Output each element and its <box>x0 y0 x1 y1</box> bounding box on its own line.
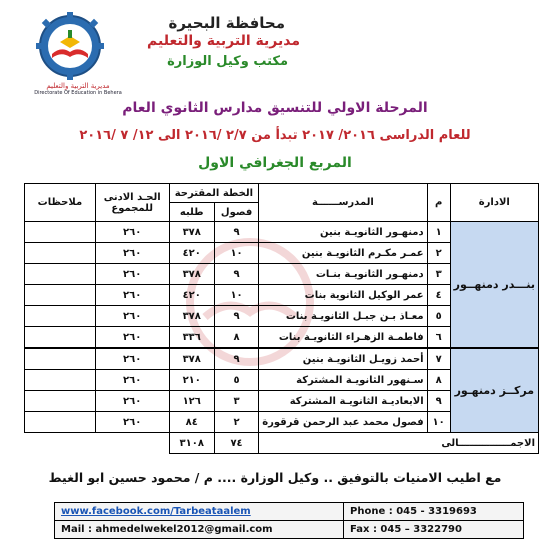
row-school: فاطمـة الزهـراء الثانويـة بنات <box>259 327 427 349</box>
row-notes <box>25 243 96 264</box>
row-min: ٢٦٠ <box>95 391 169 412</box>
header-admin: الادارة <box>450 184 538 222</box>
fax-number: Fax : 045 – 3322790 <box>344 521 524 539</box>
logo-text-ar: مديرية التربية والتعليم <box>46 82 110 90</box>
row-min: ٢٦٠ <box>95 412 169 433</box>
row-num: ٤ <box>427 285 450 306</box>
row-students: ١٢٦ <box>169 391 214 412</box>
row-classes: ٣ <box>214 391 258 412</box>
row-classes: ٩ <box>214 348 258 370</box>
row-notes <box>25 306 96 327</box>
total-label: الاجمـــــــــــــــالى <box>259 433 539 454</box>
row-num: ٩ <box>427 391 450 412</box>
row-school: دمنهـور الثانويـة بنين <box>259 222 427 243</box>
signature-line: مع اطيب الامنيات بالتوفيق .. وكيل الوزارة .... م / محمود حسين ابو الغيط <box>48 470 502 485</box>
row-min: ٢٦٠ <box>95 285 169 306</box>
total-classes: ٧٤ <box>214 433 258 454</box>
header-plan: الخطة المقترحة <box>169 184 259 203</box>
row-students: ٣٧٨ <box>169 306 214 327</box>
row-classes: ١٠ <box>214 285 258 306</box>
row-classes: ٩ <box>214 264 258 285</box>
header-notes: ملاحظات <box>25 184 96 222</box>
phone-number: Phone : 045 - 3319693 <box>344 503 524 521</box>
row-students: ٤٢٠ <box>169 285 214 306</box>
row-classes: ٩ <box>214 306 258 327</box>
facebook-link[interactable] <box>55 503 344 521</box>
row-min: ٢٦٠ <box>95 243 169 264</box>
row-students: ٣٧٨ <box>169 348 214 370</box>
header-min: الحـد الادنى للمجموع <box>95 184 169 222</box>
row-school: أحمد زويـل الثانويـة بنين <box>259 348 427 370</box>
contact-table <box>54 502 524 539</box>
row-notes <box>25 348 96 370</box>
row-classes: ١٠ <box>214 243 258 264</box>
header-school: المدرســــــة <box>259 184 427 222</box>
row-notes <box>25 370 96 391</box>
total-empty <box>95 433 169 454</box>
row-min: ٢٦٠ <box>95 264 169 285</box>
header-classes: فصول <box>214 203 258 222</box>
total-empty <box>25 433 96 454</box>
header-students: طلبه <box>169 203 214 222</box>
row-num: ٢ <box>427 243 450 264</box>
table-row <box>25 222 539 243</box>
admin-cell: بنـــدر دمنهــور <box>450 222 538 349</box>
row-num: ١ <box>427 222 450 243</box>
row-notes <box>25 391 96 412</box>
row-students: ٣٧٨ <box>169 222 214 243</box>
zone-title: المربع الجغرافي الاول <box>198 155 352 171</box>
row-notes <box>25 327 96 349</box>
row-num: ٥ <box>427 306 450 327</box>
stage-title: المرحلة الاولي للتنسيق مدارس الثانوي العام <box>122 100 428 116</box>
directorate-logo <box>30 12 110 84</box>
row-min: ٢٦٠ <box>95 306 169 327</box>
row-school: عمـر مكـرم الثانويـة بنين <box>259 243 427 264</box>
row-num: ١٠ <box>427 412 450 433</box>
row-classes: ٢ <box>214 412 258 433</box>
year-title: للعام الدراسى ٢٠١٦/ ٢٠١٧ تبدأ من ٢/٧ /٢٠١٦ الى ١٢/ ٧ /٢٠١٦ <box>79 128 471 143</box>
row-num: ٦ <box>427 327 450 349</box>
admin-cell: مركــز دمنهـور <box>450 348 538 433</box>
logo-caption <box>30 82 126 96</box>
office-title: مكتب وكيل الوزارة <box>167 54 288 69</box>
row-min: ٢٦٠ <box>95 327 169 349</box>
row-num: ٨ <box>427 370 450 391</box>
facebook-url[interactable]: www.facebook.com/Tarbeataalem <box>61 506 251 517</box>
row-notes <box>25 264 96 285</box>
row-students: ٣٣٦ <box>169 327 214 349</box>
governorate-title: محافظة البحيرة <box>168 14 285 32</box>
row-notes <box>25 222 96 243</box>
row-school: دمنهـور الثانويـة بنـات <box>259 264 427 285</box>
row-min: ٢٦٠ <box>95 370 169 391</box>
row-school: الابعاديـة الثانويـة المشتركة <box>259 391 427 412</box>
schools-table <box>24 183 539 454</box>
mail-address[interactable]: Mail : ahmedelwekel2012@gmail.com <box>55 521 344 539</box>
row-students: ٤٢٠ <box>169 243 214 264</box>
row-notes <box>25 285 96 306</box>
row-students: ٣٧٨ <box>169 264 214 285</box>
row-students: ٨٤ <box>169 412 214 433</box>
row-students: ٢١٠ <box>169 370 214 391</box>
directorate-title: مديرية التربية والتعليم <box>147 33 300 49</box>
row-school: عمر الوكيل الثانوية بنات <box>259 285 427 306</box>
row-classes: ٨ <box>214 327 258 349</box>
row-min: ٢٦٠ <box>95 348 169 370</box>
table-row <box>25 348 539 370</box>
header-num: م <box>427 184 450 222</box>
row-school: سـنهور الثانويـة المشتركة <box>259 370 427 391</box>
row-min: ٢٦٠ <box>95 222 169 243</box>
row-school: فصول محمد عبد الرحمن قرقورة <box>259 412 427 433</box>
row-school: معـاذ بـن جبـل الثانويـة بنات <box>259 306 427 327</box>
row-notes <box>25 412 96 433</box>
row-classes: ٥ <box>214 370 258 391</box>
logo-text-en: Directorate Of Education in Behera <box>34 90 122 96</box>
total-students: ٣١٠٨ <box>169 433 214 454</box>
row-classes: ٩ <box>214 222 258 243</box>
row-num: ٣ <box>427 264 450 285</box>
total-row <box>25 433 539 454</box>
row-num: ٧ <box>427 348 450 370</box>
